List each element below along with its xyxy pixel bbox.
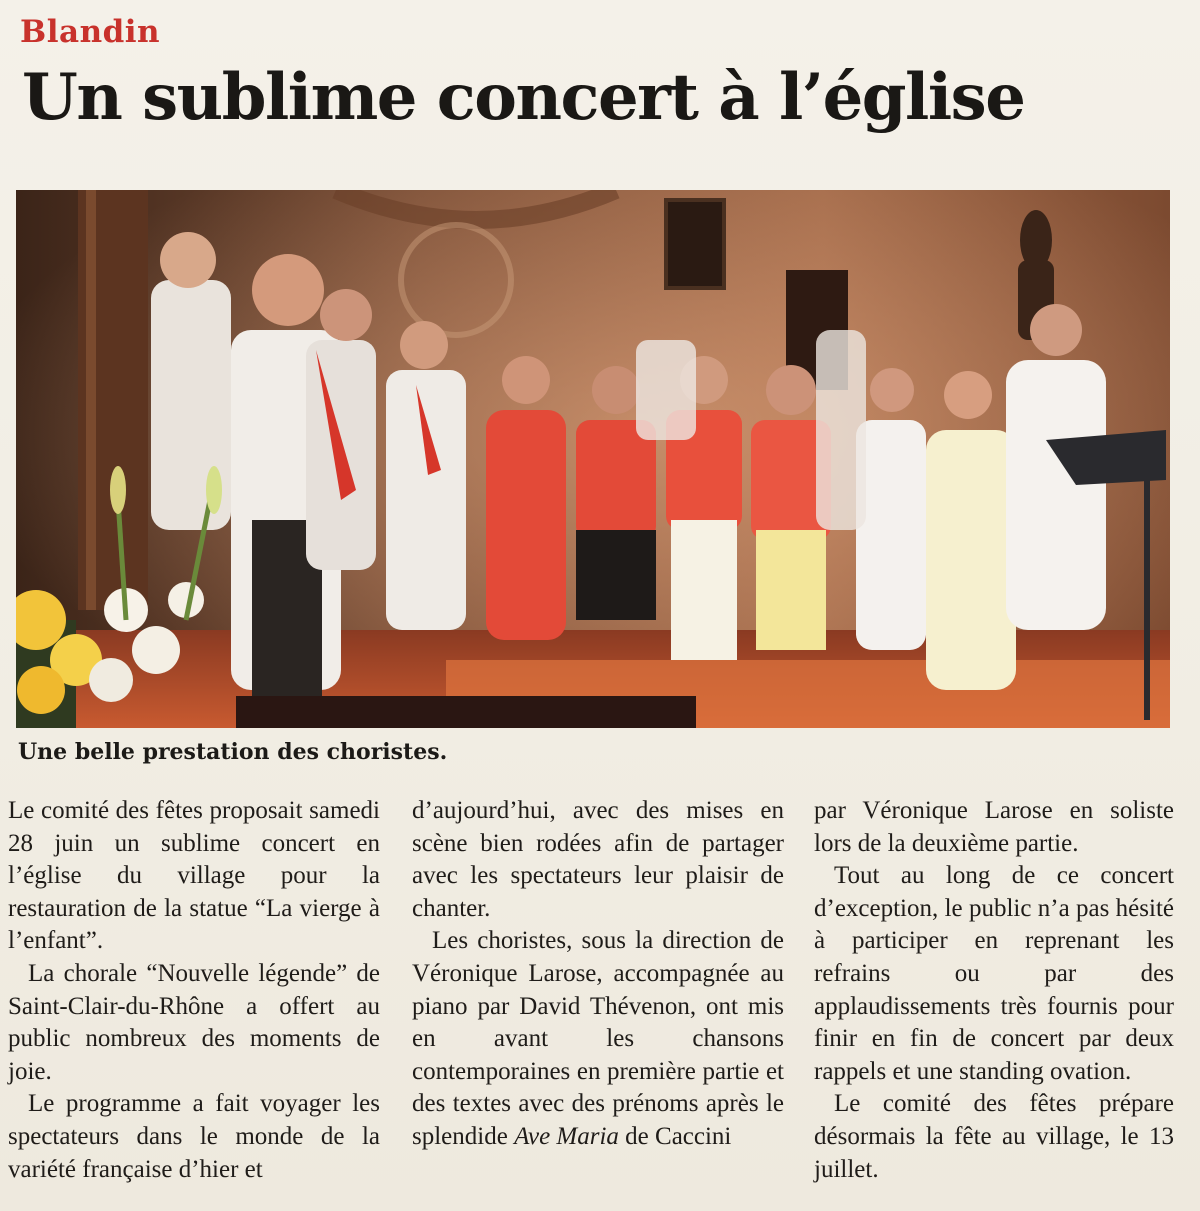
paragraph: Le comité des fêtes proposait samedi 28 juin un sublime concert en l’église du village pour la restauration de la statue “La vierge à l’enfant”. [8,797,380,955]
section-kicker: Blandin [20,14,161,50]
article-column-1 [8,795,380,1186]
article-photo [16,190,1170,728]
article-column-2 [412,795,784,1154]
photo-caption: Une belle prestation des choristes. [18,739,448,765]
paragraph: par Véronique Larose en soliste lors de la deuxième partie. [814,797,1174,857]
paragraph: d’aujourd’hui, avec des mises en scène bien rodées afin de partager avec les spectateurs leur plaisir de chanter. [412,797,784,922]
paragraph: Le comité des fêtes prépare désormais la fête au village, le 13 juillet. [814,1090,1174,1183]
article-column-3 [814,795,1174,1186]
paragraph: Le programme a fait voyager les spectateurs dans le monde de la variété française d’hier et [8,1090,380,1183]
paragraph-text: Les choristes, sous la direction de Véronique Larose, accompagnée au piano par David Thévenon, ont mis en avant les chansons contemporaines en première partie et des textes avec des prénoms après le splendide [412,927,784,1150]
paragraph: Tout au long de ce concert d’exception, le public n’a pas hésité à participer en reprenant les refrains ou par des applaudissements très fournis pour finir en fin de concert par deux rappels et une standing ovation. [814,862,1174,1085]
paragraph: La chorale “Nouvelle légende” de Saint-Clair-du-Rhône a offert au public nombreux des moments de joie. [8,959,380,1085]
paragraph-with-title [412,925,784,1153]
choir-photo-illustration [16,190,1170,728]
paragraph-text-end: de Caccini [618,1122,732,1150]
song-title: Ave Maria [514,1122,619,1150]
article-headline: Un sublime concert à l’église [22,60,1025,135]
